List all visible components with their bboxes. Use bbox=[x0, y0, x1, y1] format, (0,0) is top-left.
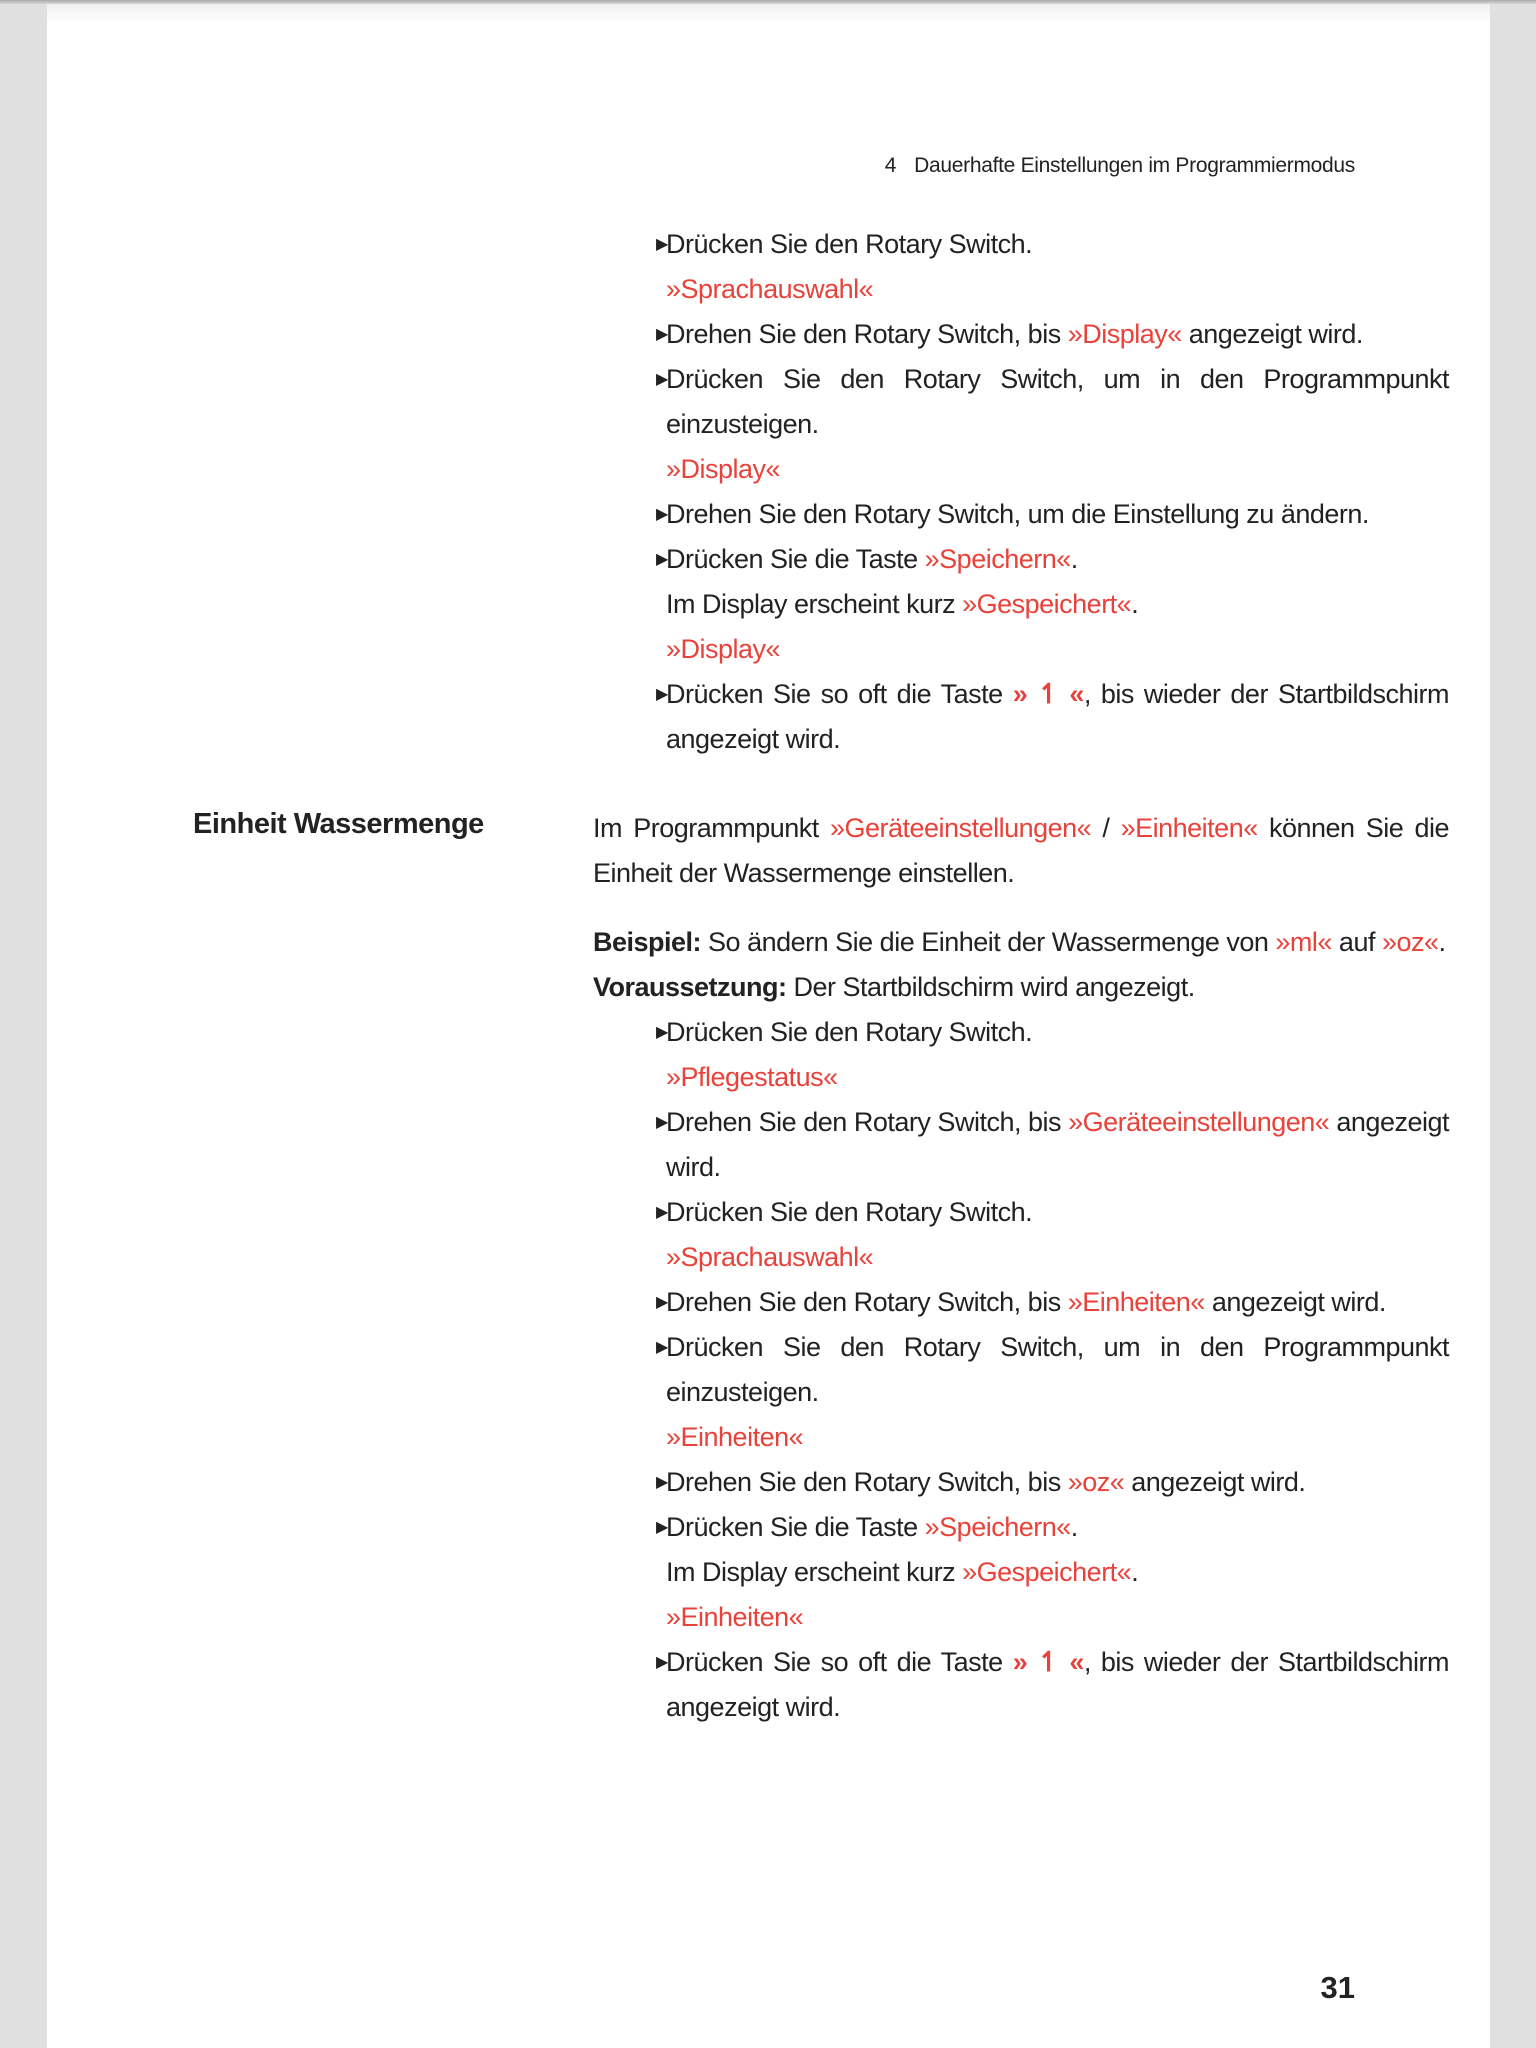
triangle-right-icon: ▶ bbox=[656, 1519, 668, 1536]
step-text bbox=[666, 1100, 1449, 1190]
triangle-right-icon: ▶ bbox=[656, 1024, 668, 1041]
ui-label-reference: »Sprachauswahl« bbox=[666, 1242, 874, 1272]
ui-label-reference: »Einheiten« bbox=[1120, 813, 1258, 843]
window-top-shadow bbox=[0, 0, 1536, 4]
instruction-step bbox=[593, 1640, 1449, 1730]
step-list bbox=[593, 222, 1449, 762]
page-number: 31 bbox=[1320, 1970, 1355, 2005]
text-run: angezeigt wird. bbox=[1181, 319, 1363, 349]
text-run: Drücken Sie den Rotary Switch. bbox=[666, 1197, 1033, 1227]
triangle-right-icon: ▶ bbox=[656, 1654, 668, 1671]
text-run: Im Display erscheint kurz bbox=[666, 1557, 963, 1587]
text-run: Drücken Sie so oft die Taste bbox=[666, 679, 1013, 709]
text-run: / bbox=[1091, 813, 1121, 843]
ui-label-reference: »Display« bbox=[1067, 319, 1182, 349]
triangle-right-icon: ▶ bbox=[656, 326, 668, 343]
ui-label-reference: »Einheiten« bbox=[666, 1422, 804, 1452]
instruction-step bbox=[593, 1010, 1449, 1055]
text-run: Drücken Sie so oft die Taste bbox=[666, 1647, 1013, 1677]
section-heading: Einheit Wassermenge bbox=[193, 808, 484, 840]
text-run: . bbox=[1070, 1512, 1078, 1542]
document-page bbox=[47, 0, 1490, 2048]
text-run: So ändern Sie die Einheit der Wassermenge von bbox=[701, 927, 1276, 957]
text-run: angezeigt wird. bbox=[1204, 1287, 1386, 1317]
text-run: Drehen Sie den Rotary Switch, um die Einstellung zu ändern. bbox=[666, 499, 1369, 529]
triangle-right-icon: ▶ bbox=[656, 1204, 668, 1221]
ui-label-reference: »Sprachauswahl« bbox=[666, 274, 874, 304]
instruction-step bbox=[593, 1325, 1449, 1415]
text-run: . bbox=[1070, 544, 1078, 574]
ui-label-reference: »Display« bbox=[666, 634, 781, 664]
triangle-right-icon: ▶ bbox=[656, 551, 668, 568]
text-run: , bis wieder der Startbildschirm angezeigt wird. bbox=[666, 679, 1449, 754]
precondition-paragraph bbox=[593, 965, 1449, 1010]
step-text bbox=[666, 1190, 1449, 1235]
step-text bbox=[666, 492, 1449, 537]
chapter-number: 4 bbox=[884, 154, 897, 177]
text-run: , bis wieder der Startbildschirm angezeigt wird. bbox=[666, 1647, 1449, 1722]
example-paragraph bbox=[593, 920, 1449, 965]
ui-label-reference: »Geräteeinstellungen« bbox=[1068, 1107, 1330, 1137]
text-run: Drücken Sie den Rotary Switch. bbox=[666, 229, 1033, 259]
text-run: Drücken Sie die Taste bbox=[666, 544, 925, 574]
step-result bbox=[593, 267, 1449, 312]
step-text bbox=[666, 537, 1449, 582]
triangle-right-icon: ▶ bbox=[656, 1114, 668, 1131]
ui-label-reference: »Einheiten« bbox=[666, 1602, 804, 1632]
text-run: angezeigt wird. bbox=[666, 1107, 1449, 1182]
step-result bbox=[593, 1595, 1449, 1640]
triangle-right-icon: ▶ bbox=[656, 1474, 668, 1491]
step-text bbox=[666, 1325, 1449, 1415]
text-run: Im Programmpunkt bbox=[593, 813, 830, 843]
text-run: Drücken Sie die Taste bbox=[666, 1512, 925, 1542]
text-run: auf bbox=[1331, 927, 1382, 957]
triangle-right-icon: ▶ bbox=[656, 236, 668, 253]
text-run: Drehen Sie den Rotary Switch, bis bbox=[666, 1467, 1068, 1497]
triangle-right-icon: ▶ bbox=[656, 1339, 668, 1356]
step-result bbox=[593, 1550, 1449, 1595]
text-run: . bbox=[1131, 589, 1139, 619]
text-run: Im Display erscheint kurz bbox=[666, 589, 963, 619]
triangle-right-icon: ▶ bbox=[656, 371, 668, 388]
ui-label-reference: »Speichern« bbox=[924, 544, 1071, 574]
ui-label-reference: »Pflegestatus« bbox=[666, 1062, 838, 1092]
ui-label-reference: »oz« bbox=[1067, 1467, 1125, 1497]
back-icon: » ↿ « bbox=[1012, 679, 1084, 709]
bold-label: Voraussetzung: bbox=[593, 972, 787, 1002]
step-result bbox=[593, 582, 1449, 627]
step-text bbox=[666, 1460, 1449, 1505]
instruction-step bbox=[593, 1505, 1449, 1550]
ui-label-reference: »Einheiten« bbox=[1067, 1287, 1205, 1317]
text-run: Drehen Sie den Rotary Switch, bis bbox=[666, 319, 1068, 349]
triangle-right-icon: ▶ bbox=[656, 1294, 668, 1311]
text-run: . bbox=[1438, 927, 1446, 957]
step-text bbox=[666, 1010, 1449, 1055]
spacer bbox=[593, 896, 1449, 920]
ui-label-reference: »Geräteeinstellungen« bbox=[829, 813, 1092, 843]
ui-label-reference: »Speichern« bbox=[924, 1512, 1071, 1542]
instruction-step bbox=[593, 537, 1449, 582]
text-run: Drücken Sie den Rotary Switch, um in den Programmpunkt einzusteigen. bbox=[666, 364, 1449, 439]
bold-label: Beispiel: bbox=[593, 927, 702, 957]
text-run: können Sie die Einheit der Wassermenge einstellen. bbox=[593, 813, 1449, 888]
step-text bbox=[666, 222, 1449, 267]
instruction-step bbox=[593, 1100, 1449, 1190]
ui-label-reference: »oz« bbox=[1381, 927, 1439, 957]
triangle-right-icon: ▶ bbox=[656, 506, 668, 523]
text-run: Drücken Sie den Rotary Switch. bbox=[666, 1017, 1033, 1047]
text-run: angezeigt wird. bbox=[1124, 1467, 1306, 1497]
step-text bbox=[666, 672, 1449, 762]
section-intro bbox=[593, 806, 1449, 896]
instruction-step bbox=[593, 357, 1449, 447]
text-run: Drehen Sie den Rotary Switch, bis bbox=[666, 1287, 1068, 1317]
step-result bbox=[593, 1235, 1449, 1280]
text-run: Drehen Sie den Rotary Switch, bis bbox=[666, 1107, 1069, 1137]
step-result bbox=[593, 447, 1449, 492]
step-text bbox=[666, 1640, 1449, 1730]
chapter-title: Dauerhafte Einstellungen im Programmiermodus bbox=[914, 154, 1355, 177]
text-run: Der Startbildschirm wird angezeigt. bbox=[786, 972, 1195, 1002]
instruction-step bbox=[593, 1190, 1449, 1235]
top-step-list bbox=[593, 222, 1449, 762]
section-body bbox=[593, 806, 1449, 1730]
instruction-step bbox=[593, 222, 1449, 267]
instruction-step bbox=[593, 672, 1449, 762]
step-list bbox=[593, 1010, 1449, 1730]
step-text bbox=[666, 357, 1449, 447]
text-run: Drücken Sie den Rotary Switch, um in den Programmpunkt einzusteigen. bbox=[666, 1332, 1449, 1407]
step-result bbox=[593, 627, 1449, 672]
step-result bbox=[593, 1415, 1449, 1460]
step-text bbox=[666, 1505, 1449, 1550]
instruction-step bbox=[593, 492, 1449, 537]
instruction-step bbox=[593, 1460, 1449, 1505]
ui-label-reference: »Gespeichert« bbox=[962, 589, 1132, 619]
ui-label-reference: »Display« bbox=[666, 454, 781, 484]
ui-label-reference: »ml« bbox=[1275, 927, 1332, 957]
instruction-step bbox=[593, 1280, 1449, 1325]
back-icon: » ↿ « bbox=[1012, 1647, 1084, 1677]
text-run: . bbox=[1131, 1557, 1139, 1587]
triangle-right-icon: ▶ bbox=[656, 686, 668, 703]
step-text bbox=[666, 1280, 1449, 1325]
running-header bbox=[885, 154, 1355, 178]
step-result bbox=[593, 1055, 1449, 1100]
step-text bbox=[666, 312, 1449, 357]
instruction-step bbox=[593, 312, 1449, 357]
ui-label-reference: »Gespeichert« bbox=[962, 1557, 1132, 1587]
